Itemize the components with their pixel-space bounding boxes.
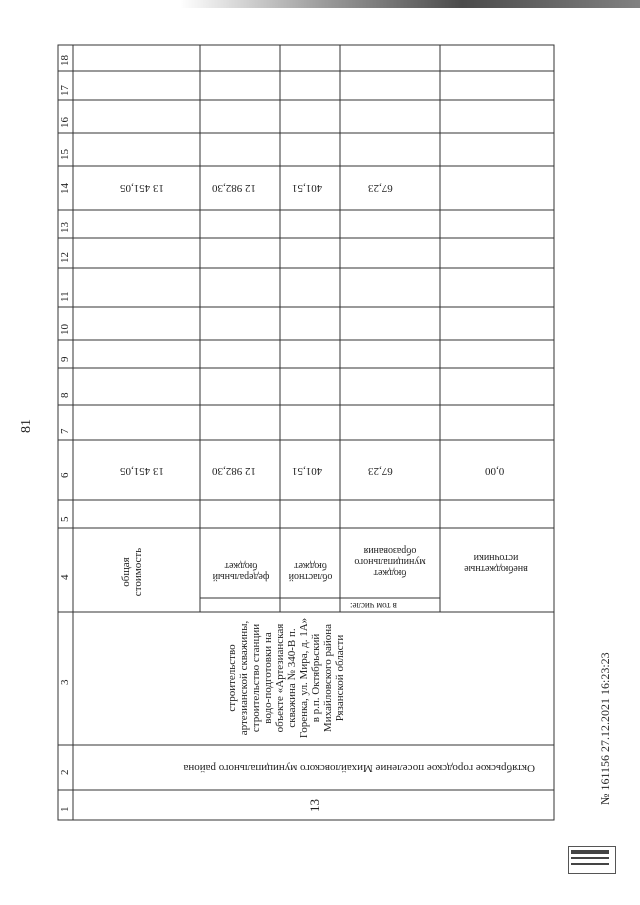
col-number-8: 8 bbox=[59, 392, 71, 398]
municipality: Октябрьское городское поселение Михайловского муниципального района bbox=[183, 762, 535, 774]
col-number-13: 13 bbox=[59, 222, 71, 233]
col-number-15: 15 bbox=[59, 149, 71, 160]
funding-label-regional: областной бюджет bbox=[288, 560, 333, 582]
col-number-12: 12 bbox=[59, 252, 71, 263]
seal-bar bbox=[571, 863, 609, 865]
seal-bar bbox=[571, 857, 609, 859]
col-number-5: 5 bbox=[59, 516, 71, 522]
col-number-6: 6 bbox=[59, 472, 71, 478]
seal-bar bbox=[571, 850, 609, 854]
col6-municipal: 67,23 bbox=[368, 465, 393, 477]
project-description: строительство артезианской скважины, строительство станции водо-подготовки на объекте «Артезианская скважина № 340-В п. Горенка, ул. Мира, д. 1А» в р.п. Октябрьский Михайловского района Рязанской области bbox=[226, 617, 346, 739]
col-number-1: 1 bbox=[59, 806, 71, 812]
col6-extrabudget: 0,00 bbox=[485, 465, 505, 477]
funding-label-extrabudget: внебюджетные источники bbox=[464, 552, 528, 574]
funding-label-municipal: бюджет муниципального образования bbox=[354, 545, 426, 578]
funding-label-federal: федеральный бюджет bbox=[212, 560, 270, 582]
page-number: 81 bbox=[19, 419, 34, 433]
col-number-2: 2 bbox=[59, 769, 71, 775]
col-number-11: 11 bbox=[59, 291, 71, 302]
col-number-18: 18 bbox=[59, 55, 71, 66]
col14-federal: 12 982,30 bbox=[212, 182, 256, 194]
col6-federal: 12 982,30 bbox=[212, 465, 256, 477]
col14-total: 13 451,05 bbox=[120, 182, 164, 194]
col6-total: 13 451,05 bbox=[120, 465, 164, 477]
col-number-17: 17 bbox=[59, 85, 71, 96]
funding-label-total: общая стоимость bbox=[120, 547, 144, 597]
project-description-cell bbox=[226, 614, 346, 742]
col6-regional: 401,51 bbox=[292, 465, 323, 477]
row-number: 13 bbox=[307, 799, 322, 812]
col-number-3: 3 bbox=[59, 679, 71, 685]
col14-regional: 401,51 bbox=[292, 182, 323, 194]
col-number-9: 9 bbox=[59, 356, 71, 362]
col-number-14: 14 bbox=[59, 183, 71, 194]
col-number-16: 16 bbox=[59, 117, 71, 128]
in-total-label: в том числе: bbox=[350, 601, 397, 611]
col-number-7: 7 bbox=[59, 428, 71, 434]
col-number-4: 4 bbox=[59, 574, 71, 580]
col-number-10: 10 bbox=[59, 324, 71, 335]
col14-municipal: 67,23 bbox=[368, 182, 393, 194]
registration-stamp: № 161156 27.12.2021 16:23:23 bbox=[598, 652, 612, 805]
seal-logo bbox=[568, 846, 614, 872]
